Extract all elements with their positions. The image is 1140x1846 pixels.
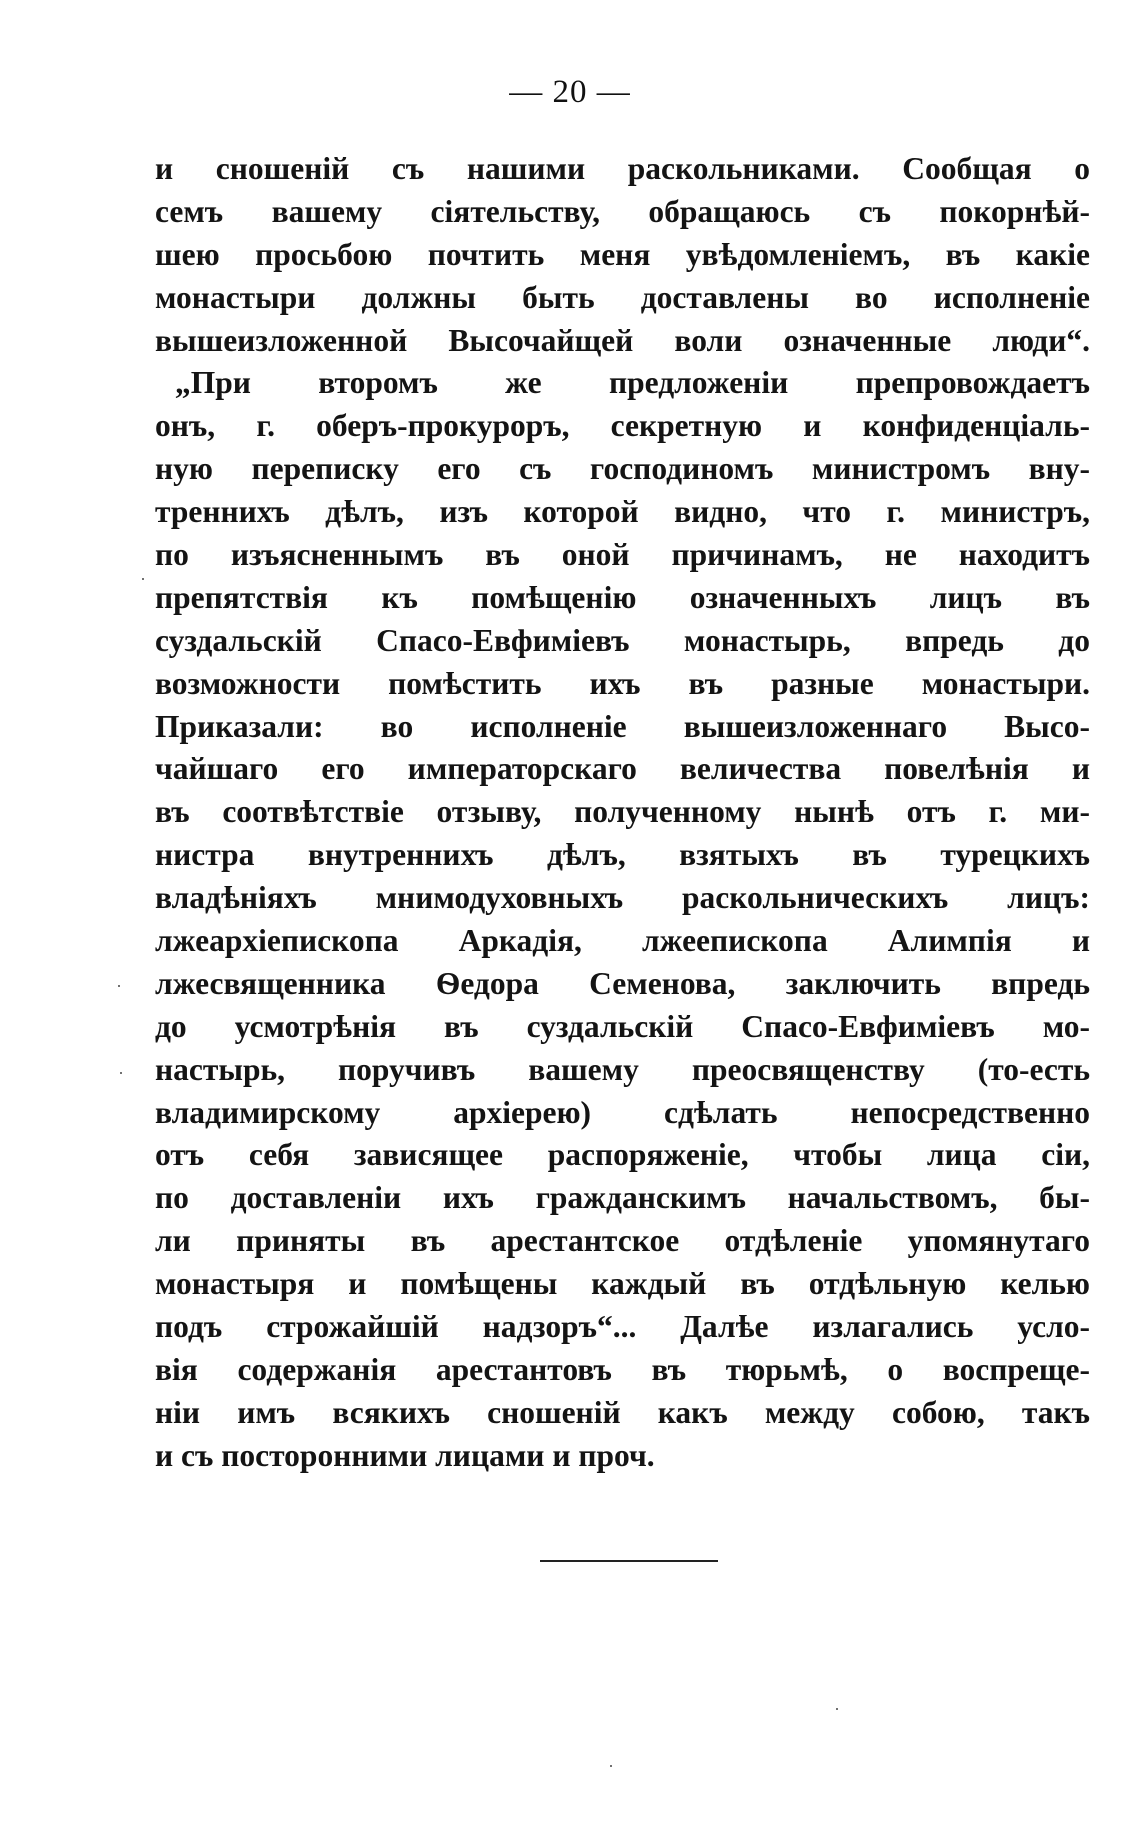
body-text [155, 148, 1090, 1478]
print-speck [836, 1708, 838, 1710]
text-line: лжеархіепископа Аркадія, лжеепископа Алимпія и [155, 923, 1090, 959]
section-divider [540, 1560, 718, 1562]
text-line: семъ вашему сіятельству, обращаюсь съ покорнѣй- [155, 193, 1090, 229]
text-line: нистра внутреннихъ дѣлъ, взятыхъ въ турецкихъ [155, 837, 1090, 873]
text-line: ную переписку его съ господиномъ министромъ вну- [155, 451, 1090, 487]
text-line: и сношеній съ нашими раскольниками. Сообщая о [155, 151, 1090, 186]
text-line: „При второмъ же предложеніи препровождаетъ [175, 365, 1090, 401]
text-line: по изъясненнымъ въ оной причинамъ, не находитъ [155, 537, 1090, 573]
text-line: владимирскому архіерею) сдѣлать непосредственно [155, 1094, 1090, 1130]
print-speck [120, 1072, 122, 1074]
page-number: — 20 — [509, 74, 631, 110]
text-line: Приказали: во исполненіе вышеизложеннаго Высо- [155, 708, 1090, 744]
text-line: монастыри должны быть доставлены во исполненіе [155, 279, 1090, 315]
text-line: ніи имъ всякихъ сношеній какъ между собою, такъ [155, 1394, 1090, 1430]
text-line: шею просьбою почтить меня увѣдомленіемъ, въ какіе [155, 236, 1090, 272]
text-line: ли приняты въ арестантское отдѣленіе упомянутаго [155, 1223, 1090, 1259]
print-speck [610, 1765, 612, 1767]
text-line: подъ строжайшій надзоръ“... Далѣе излагались усло- [155, 1309, 1090, 1345]
text-line: настырь, поручивъ вашему преосвященству (то-есть [155, 1051, 1090, 1087]
print-speck [118, 985, 120, 987]
text-line: чайшаго его императорскаго величества повелѣнія и [155, 751, 1090, 787]
text-line: въ соотвѣтствіе отзыву, полученному нынѣ отъ г. ми- [155, 794, 1090, 830]
print-speck [142, 578, 144, 580]
text-line: вышеизложенной Высочайщей воли означенные люди“. [155, 322, 1090, 358]
text-line: отъ себя зависящее распоряженіе, чтобы лица сіи, [155, 1137, 1090, 1173]
text-line: препятствія къ помѣщенію означенныхъ лицъ въ [155, 579, 1090, 615]
text-line: владѣніяхъ мнимодуховныхъ раскольническихъ лицъ: [155, 880, 1090, 916]
text-line: лжесвященника Ѳедора Семенова, заключить впредь [155, 965, 1090, 1001]
text-line: суздальскій Спасо-Евфиміевъ монастырь, впредь до [155, 622, 1090, 658]
text-line: по доставленіи ихъ гражданскимъ начальствомъ, бы- [155, 1180, 1090, 1216]
text-line: треннихъ дѣлъ, изъ которой видно, что г. министръ, [155, 494, 1090, 530]
text-line: и съ посторонними лицами и проч. [155, 1437, 655, 1473]
text-line: вія содержанія арестантовъ въ тюрьмѣ, о воспреще- [155, 1351, 1090, 1387]
text-line: до усмотрѣнія въ суздальскій Спасо-Евфиміевъ мо- [155, 1008, 1090, 1044]
text-line: монастыря и помѣщены каждый въ отдѣльную келью [155, 1266, 1090, 1302]
text-line: возможности помѣстить ихъ въ разные монастыри. [155, 665, 1090, 701]
text-line: онъ, г. оберъ-прокуроръ, секретную и конфиденціаль- [155, 408, 1090, 444]
